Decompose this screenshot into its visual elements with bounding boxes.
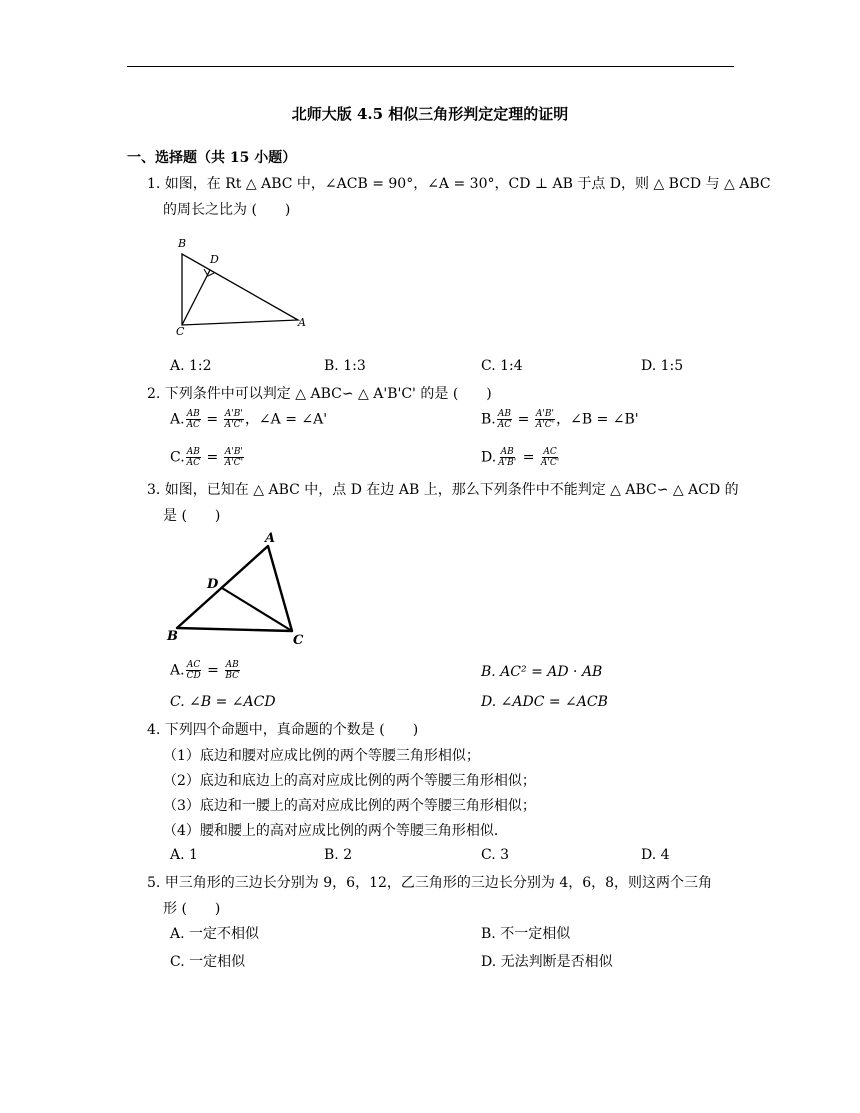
q3-option-d: D. ∠ADC = ∠ACB xyxy=(481,694,608,710)
q2-option-a xyxy=(170,409,327,430)
q3-a-f1-den: CD xyxy=(186,671,201,681)
q4-item-2: （2）底边和底边上的高对应成比例的两个等腰三角形相似； xyxy=(163,773,536,789)
q4-item-3: （3）底边和一腰上的高对应成比例的两个等腰三角形相似； xyxy=(163,798,536,814)
q4-option-b: B. 2 xyxy=(324,847,353,863)
q3-option-c: C. ∠B = ∠ACD xyxy=(170,694,276,710)
q3-option-b: B. AC² = AD · AB xyxy=(481,664,603,680)
q2-d-fraction2 xyxy=(540,447,560,468)
q4-option-a: A. 1 xyxy=(170,847,198,863)
q2-a-tail: ，∠A = ∠A' xyxy=(244,411,328,428)
q4-answer-paren: ( ) xyxy=(379,722,419,738)
q1-option-b: B. 1:3 xyxy=(324,358,366,374)
page-title: 北师大版 4.5 相似三角形判定定理的证明 xyxy=(291,105,569,123)
q5-stem-line1: 5. 甲三角形的三边长分别为 9，6，12，乙三角形的三边长分别为 4，6，8，则这两个三角 xyxy=(147,875,713,891)
q2-a-f1-den: AC xyxy=(186,420,200,430)
q2-d-f1-num: AB xyxy=(500,447,514,457)
q5-option-b: B. 不一定相似 xyxy=(481,926,571,942)
q1-triangle-figure xyxy=(170,235,315,340)
q3-a-f1-num: AC xyxy=(186,660,201,670)
q3-answer-paren: ( ) xyxy=(181,508,221,524)
q1-stem-line2 xyxy=(163,200,290,220)
q2-a-fraction1 xyxy=(186,409,201,430)
q2-a-fraction2 xyxy=(224,409,244,430)
q2-a-f1-num: AB xyxy=(186,409,200,419)
q3-triangle-figure xyxy=(165,528,315,650)
q2-b-fraction2 xyxy=(535,409,555,430)
q2-option-a-prefix: A. xyxy=(170,411,185,428)
q1-option-a: A. 1:2 xyxy=(170,358,212,374)
q2-c-fraction1 xyxy=(186,447,201,468)
section-heading: 一、选择题（共 15 小题） xyxy=(127,150,297,166)
q3-label-a: A xyxy=(265,531,276,546)
q2-b-f2-den: A'C' xyxy=(535,420,555,430)
q1-label-d: D xyxy=(210,253,219,266)
q4-item-4: （4）腰和腰上的高对应成比例的两个等腰三角形相似． xyxy=(163,823,508,839)
q3-option-a-prefix: A. xyxy=(170,662,185,679)
q2-c-f1-num: AB xyxy=(186,447,200,457)
q2-option-c-prefix: C. xyxy=(170,449,185,466)
q2-b-fraction1 xyxy=(497,409,512,430)
q2-b-tail: ，∠B = ∠B' xyxy=(556,411,639,428)
q2-c-f2-den: A'C' xyxy=(224,458,244,468)
q1-option-d: D. 1:5 xyxy=(641,358,684,374)
q1-stem-line1: 1. 如图，在 Rt △ ABC 中，∠ACB = 90°，∠A = 30°，CD ⊥ AB 于点 D，则 △ BCD 与 △ ABC xyxy=(147,176,771,192)
q1-stem-text: 的周长之比为 xyxy=(163,202,247,218)
header-rule xyxy=(127,66,734,67)
q2-c-f2-num: A'B' xyxy=(224,447,243,457)
q4-stem xyxy=(147,720,418,740)
q2-option-d xyxy=(481,447,561,468)
q5-option-d: D. 无法判断是否相似 xyxy=(481,954,613,970)
q3-label-d: D xyxy=(207,577,219,592)
q3-a-f2-den: BC xyxy=(225,671,239,681)
q2-option-d-prefix: D. xyxy=(481,449,497,466)
q1-option-c: C. 1:4 xyxy=(481,358,523,374)
q3-label-c: C xyxy=(293,633,304,648)
q2-d-f2-den: A'C' xyxy=(540,458,560,468)
q2-stem xyxy=(147,384,492,404)
q5-answer-paren: ( ) xyxy=(181,901,221,917)
q3-a-fraction1 xyxy=(186,660,202,681)
q2-c-fraction2 xyxy=(224,447,244,468)
q3-option-a xyxy=(170,660,241,681)
q2-d-f2-num: AC xyxy=(543,447,557,457)
q3-stem-line1: 3. 如图，已知在 △ ABC 中，点 D 在边 AB 上，那么下列条件中不能判定 △ ABC∽ △ ACD 的 xyxy=(147,482,739,498)
q4-item-1: （1）底边和腰对应成比例的两个等腰三角形相似； xyxy=(163,748,480,764)
q4-stem-text: 4. 下列四个命题中，真命题的个数是 xyxy=(147,722,375,738)
q3-a-eq: = xyxy=(207,662,219,679)
q4-option-c: C. 3 xyxy=(481,847,510,863)
q3-a-f2-num: AB xyxy=(225,660,239,670)
q2-a-eq: = xyxy=(206,411,219,428)
q2-b-eq: = xyxy=(517,411,530,428)
q2-d-fraction1 xyxy=(497,447,517,468)
q2-option-c xyxy=(170,447,245,468)
q3-stem-text: 是 xyxy=(163,508,177,524)
q2-a-f2-num: A'B' xyxy=(224,409,243,419)
q2-d-f1-den: A'B' xyxy=(498,458,517,468)
q3-label-b: B xyxy=(167,629,178,644)
q2-stem-text: 2. 下列条件中可以判定 △ ABC∽ △ A'B'C' 的是 xyxy=(147,386,449,402)
q3-stem-line2 xyxy=(163,506,220,526)
q5-stem-text: 形 xyxy=(163,901,177,917)
q2-a-f2-den: A'C' xyxy=(224,420,243,430)
q2-option-b xyxy=(481,409,639,430)
q2-c-f1-den: AC xyxy=(186,458,201,468)
q2-option-b-prefix: B. xyxy=(481,411,496,428)
q2-b-f2-num: A'B' xyxy=(535,409,554,419)
q5-option-a: A. 一定不相似 xyxy=(170,926,260,942)
q1-label-a: A xyxy=(298,316,306,329)
q3-a-fraction2 xyxy=(224,660,240,681)
q4-option-d: D. 4 xyxy=(641,847,670,863)
q1-label-c: C xyxy=(176,325,185,338)
q2-b-f1-num: AB xyxy=(497,409,511,419)
q1-label-b: B xyxy=(178,237,187,250)
q5-stem-line2 xyxy=(163,899,220,919)
q2-answer-paren: ( ) xyxy=(452,386,492,402)
q2-d-eq: = xyxy=(522,449,535,466)
q5-option-c: C. 一定相似 xyxy=(170,954,246,970)
q1-answer-paren: ( ) xyxy=(251,202,291,218)
q2-b-f1-den: AC xyxy=(497,420,512,430)
q2-c-eq: = xyxy=(206,449,219,466)
